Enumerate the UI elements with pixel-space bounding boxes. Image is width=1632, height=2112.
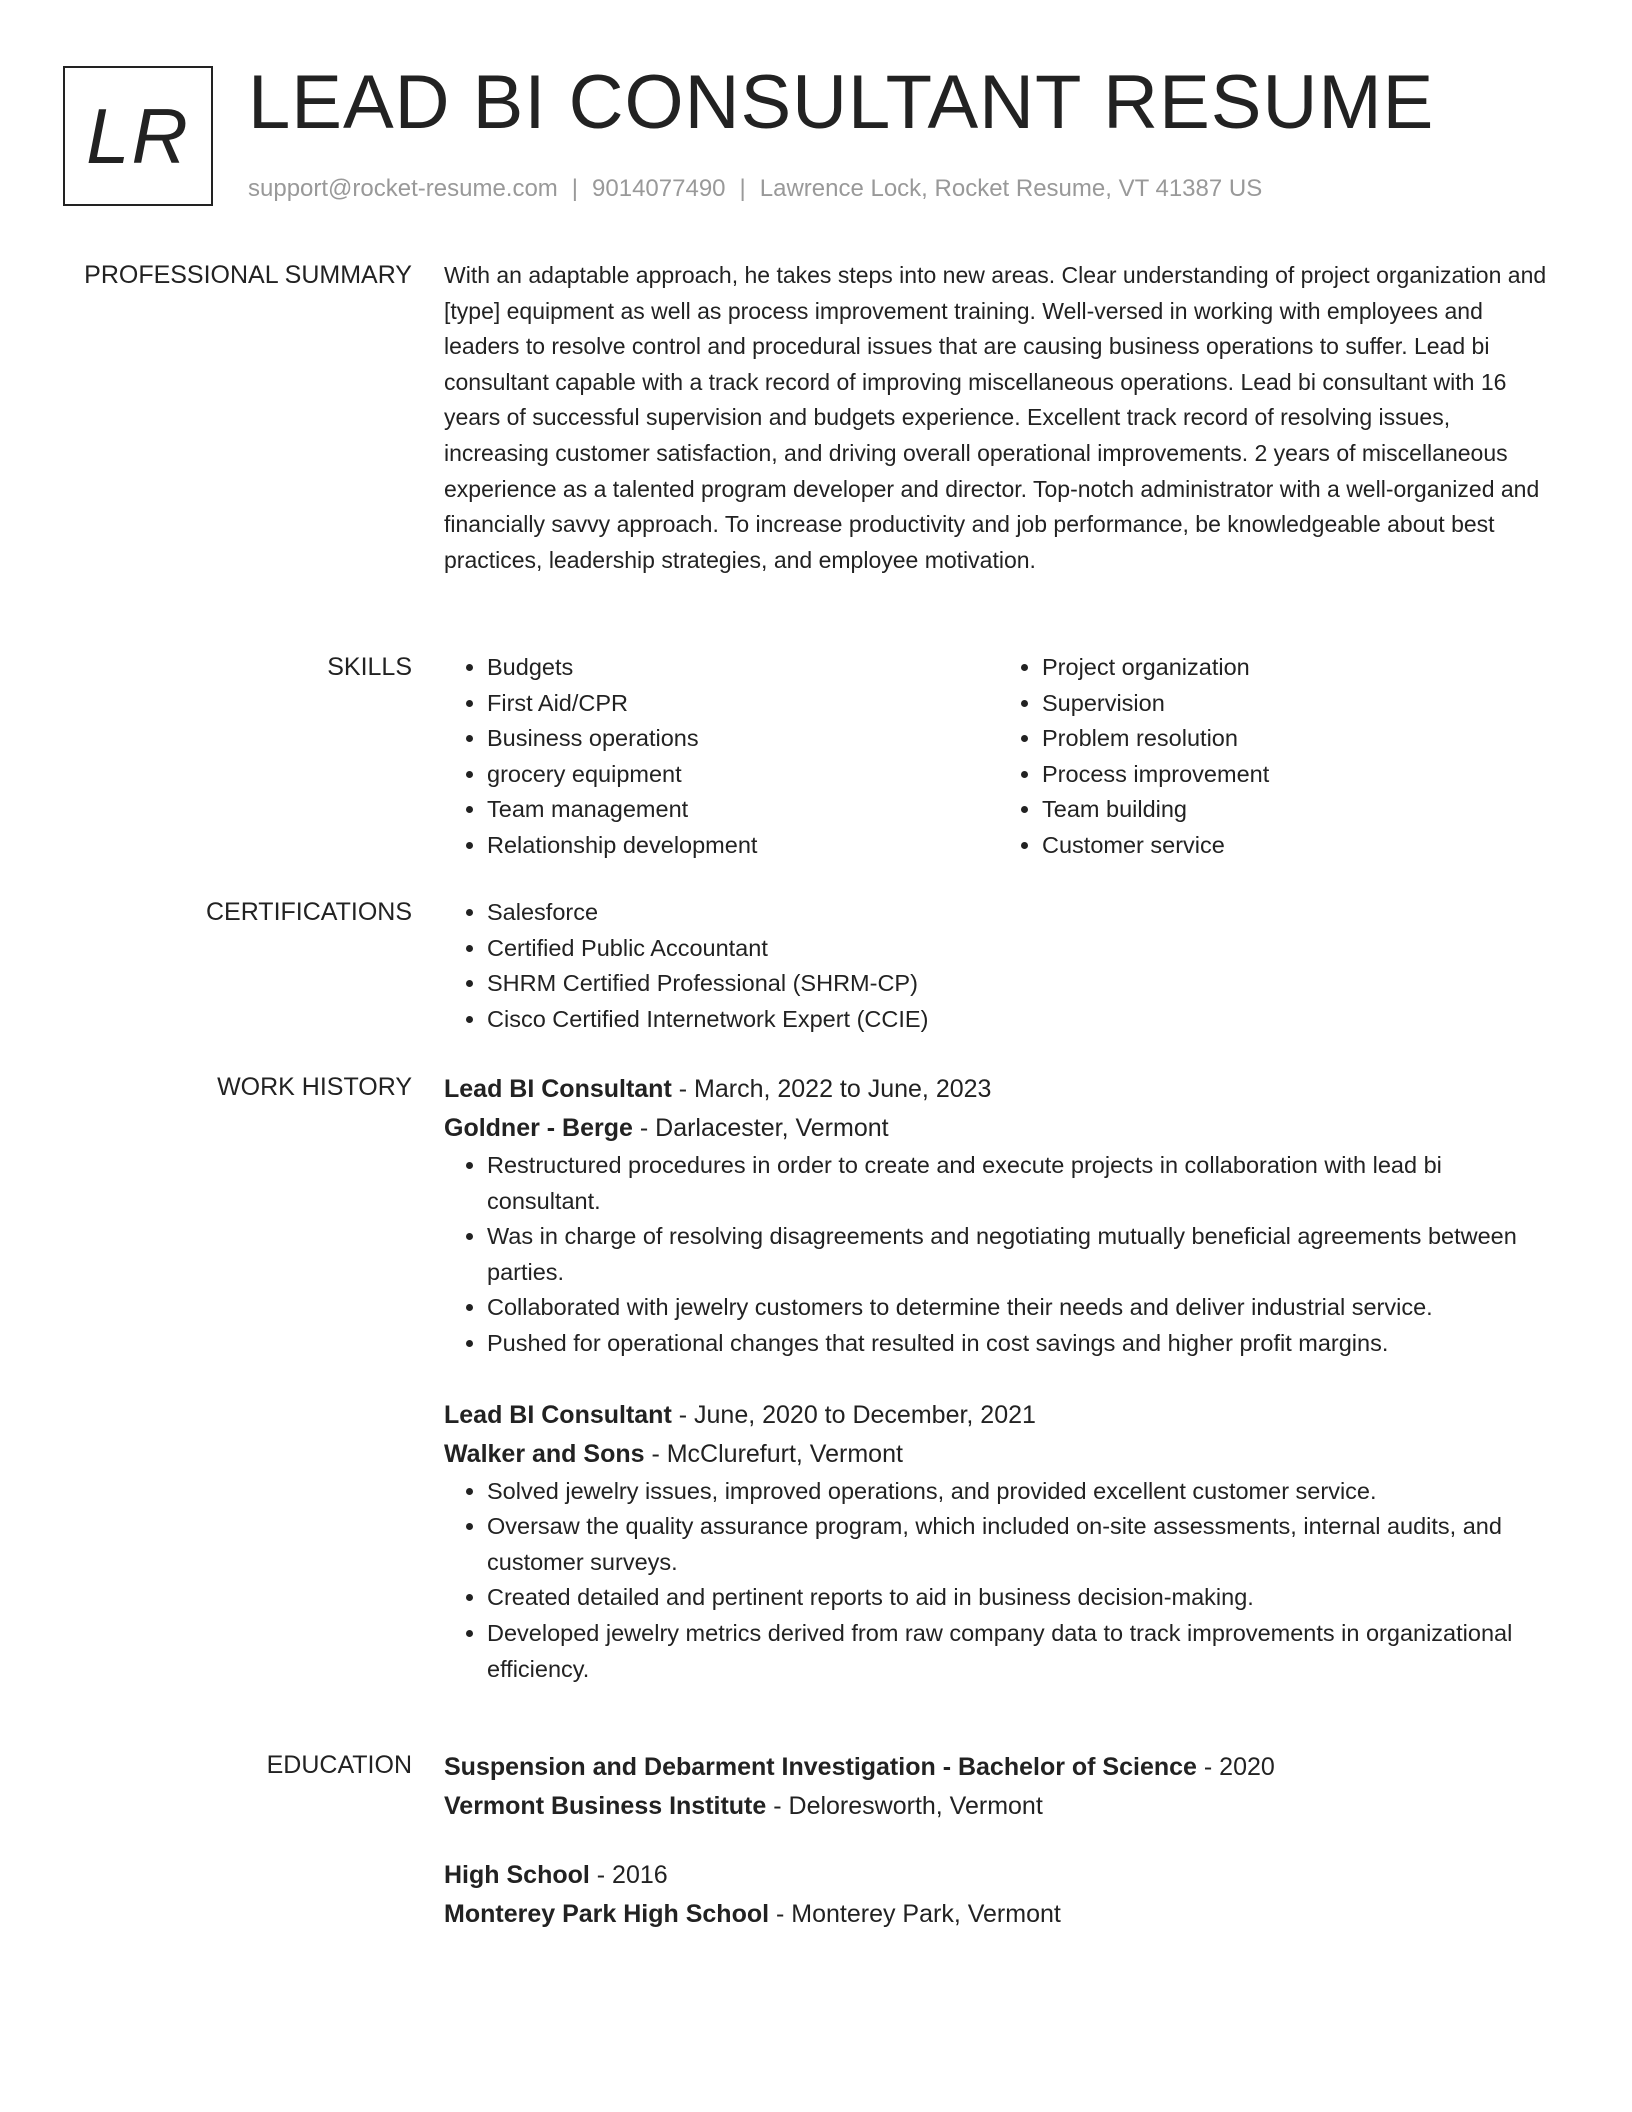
degree-line — [444, 1748, 1554, 1787]
contact-phone: 9014077490 — [592, 175, 726, 202]
job-bullet: • Oversaw the quality assurance program, which included on-site assessments, internal audits, and customer surveys. — [487, 1509, 1554, 1580]
skill-item: • Relationship development — [487, 828, 999, 864]
job-title-line — [444, 1396, 1554, 1435]
skills-list-left — [444, 650, 999, 864]
job-title: Lead BI Consultant — [444, 1075, 672, 1103]
contact-separator: | — [571, 175, 579, 202]
job-location: - Darlacester, Vermont — [632, 1114, 889, 1142]
summary-heading: PROFESSIONAL SUMMARY — [84, 261, 412, 289]
school-line — [444, 1787, 1554, 1826]
job-title: Lead BI Consultant — [444, 1400, 672, 1429]
certifications-heading: CERTIFICATIONS — [205, 898, 412, 926]
skill-item: • grocery equipment — [487, 757, 999, 793]
school-location: - Deloresworth, Vermont — [766, 1792, 1043, 1820]
graduation-year: - 2016 — [589, 1861, 668, 1889]
education-entry — [444, 1856, 1554, 1934]
job-bullets — [444, 1148, 1554, 1362]
skill-item: • Supervision — [1042, 686, 1554, 722]
skill-item: • Problem resolution — [1042, 721, 1554, 757]
school: Vermont Business Institute — [444, 1792, 767, 1820]
job-bullet: • Developed jewelry metrics derived from raw company data to track improvements in organizational efficiency. — [487, 1616, 1554, 1687]
job-bullet: • Solved jewelry issues, improved operations, and provided excellent customer service. — [487, 1474, 1554, 1510]
skill-item: • Team management — [487, 792, 999, 828]
job-bullet: • Collaborated with jewelry customers to determine their needs and deliver industrial service. — [487, 1290, 1554, 1326]
graduation-year: - 2020 — [1196, 1753, 1275, 1781]
skills-columns — [444, 650, 1554, 864]
skill-item: • Process improvement — [1042, 757, 1554, 793]
education-entry — [444, 1748, 1554, 1826]
job-company: Walker and Sons — [444, 1439, 645, 1468]
school-location: - Monterey Park, Vermont — [769, 1900, 1061, 1928]
contact-separator: | — [739, 175, 746, 202]
skill-item: • Budgets — [487, 650, 999, 686]
contact-line — [248, 172, 1262, 206]
certification-item: • Cisco Certified Internetwork Expert (CCIE) — [487, 1002, 1554, 1038]
job-bullet: • Created detailed and pertinent reports to aid in business decision-making. — [487, 1580, 1554, 1616]
job-dates: - June, 2020 to December, 2021 — [671, 1400, 1036, 1429]
school: Monterey Park High School — [444, 1900, 770, 1928]
job-entry — [444, 1396, 1554, 1688]
degree: High School — [444, 1861, 590, 1889]
skills-list-right — [999, 650, 1554, 864]
certification-item: • Salesforce — [487, 895, 1554, 931]
job-entry — [444, 1070, 1554, 1362]
page-title: LEAD BI CONSULTANT RESUME — [248, 60, 1435, 145]
job-dates: - March, 2022 to June, 2023 — [671, 1075, 992, 1103]
monogram-logo: LR — [63, 66, 213, 206]
certification-item: • SHRM Certified Professional (SHRM-CP) — [487, 966, 1554, 1002]
skill-item: • Business operations — [487, 721, 999, 757]
degree-line — [444, 1856, 1554, 1895]
skill-item: • Customer service — [1042, 828, 1554, 864]
job-company: Goldner - Berge — [444, 1114, 633, 1142]
certifications-list — [444, 895, 1554, 1037]
skills-heading: SKILLS — [327, 653, 412, 681]
job-company-line — [444, 1109, 1554, 1148]
job-title-line — [444, 1070, 1554, 1109]
education-heading: EDUCATION — [266, 1751, 412, 1779]
job-bullets — [444, 1474, 1554, 1688]
job-bullet: • Pushed for operational changes that resulted in cost savings and higher profit margins. — [487, 1326, 1554, 1362]
skill-item: • Team building — [1042, 792, 1554, 828]
job-bullet: • Restructured procedures in order to create and execute projects in collaboration with lead bi consultant. — [487, 1148, 1554, 1219]
work-history-heading: WORK HISTORY — [217, 1073, 412, 1101]
school-line — [444, 1895, 1554, 1934]
skill-item: • First Aid/CPR — [487, 686, 999, 722]
skill-item: • Project organization — [1042, 650, 1554, 686]
degree: Suspension and Debarment Investigation - Bachelor of Science — [444, 1753, 1197, 1781]
contact-address: Lawrence Lock, Rocket Resume, VT 41387 US — [759, 175, 1263, 202]
contact-email: support@rocket-resume.com — [248, 175, 558, 202]
summary-text: With an adaptable approach, he takes steps into new areas. Clear understanding of project organization and [type] equipment as well as process improvement training. Well-versed in working with employees and leaders to resolve control and procedural issues that are causing business operations to suffer. Lead bi consultant capable with a track record of improving miscellaneous operations. Lead bi consultant with 16 years of successful supervision and budgets experience. Excellent track record of resolving issues, increasing customer satisfaction, and driving overall operational improvements. 2 years of miscellaneous experience as a talented program developer and director. Top-notch administrator with a well-organized and financially savvy approach. To increase productivity and job performance, be knowledgeable about best practices, leadership strategies, and employee motivation. — [444, 262, 1547, 573]
job-company-line — [444, 1435, 1554, 1474]
job-bullet: • Was in charge of resolving disagreements and negotiating mutually beneficial agreements between parties. — [487, 1219, 1554, 1290]
certification-item: • Certified Public Accountant — [487, 931, 1554, 967]
job-location: - McClurefurt, Vermont — [644, 1439, 903, 1468]
